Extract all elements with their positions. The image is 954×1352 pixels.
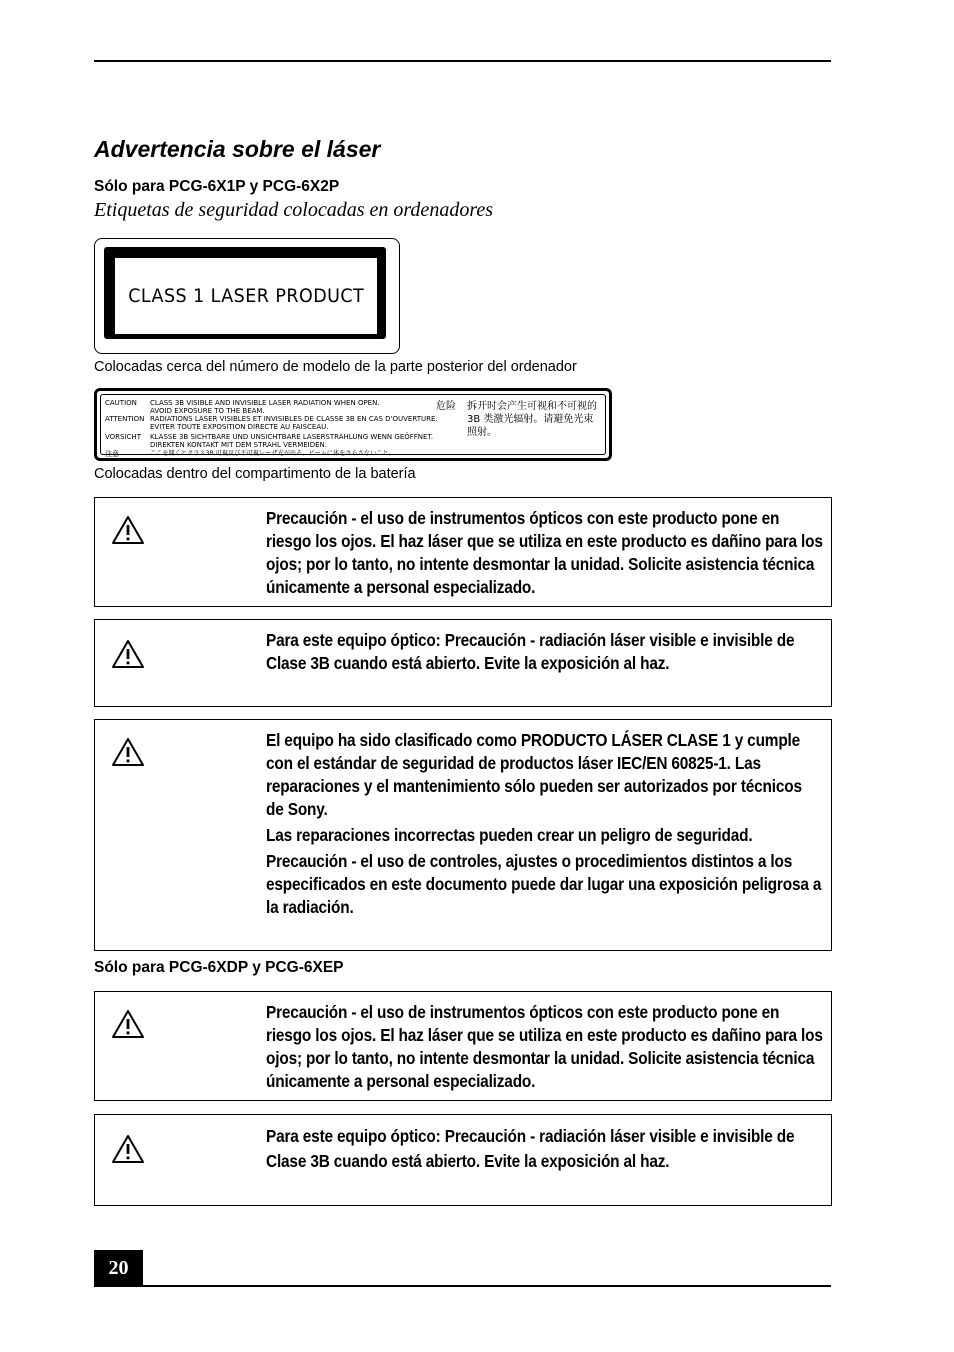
warning-paragraph: Las reparaciones incorrectas pueden crear un peligro de seguridad. xyxy=(266,825,753,845)
attention-text: RADIATIONS LASER VISIBLES ET INVISIBLES DE CLASSE 3B EN CAS D'OUVERTURE. EVITER TOUTE EXPOSITION DIRECTE AU FAISCEAU. xyxy=(150,415,438,431)
caution-label-inner xyxy=(100,394,606,458)
class1-label xyxy=(115,258,377,334)
warning-paragraph: Precaución - el uso de instrumentos ópticos con este producto pone en riesgo los ojos. El haz láser que se utiliza en este producto es dañino para los ojos; por lo tanto, no intente desmontar la unidad. Solicite asistencia técnica únicamente a personal especializado. xyxy=(266,1002,823,1091)
warning-box xyxy=(94,991,832,1101)
warning-paragraph: Precaución - el uso de instrumentos ópticos con este producto pone en riesgo los ojos. El haz láser que se utiliza en este producto es dañino para los ojos; por lo tanto, no intente desmontar la unidad. Solicite asistencia técnica únicamente a personal especializado. xyxy=(266,508,823,597)
cn-text: 拆开时会产生可视和不可视的 3B 类激光辐射。请避免光束 照射。 xyxy=(467,401,597,438)
warning-triangle-icon xyxy=(111,1134,145,1164)
class1-label-caption: Colocadas cerca del número de modelo de la parte posterior del ordenador xyxy=(94,359,577,375)
caution-label xyxy=(94,388,612,461)
warning-text xyxy=(266,507,823,602)
warning-box xyxy=(94,719,832,951)
caution-label-caption: Colocadas dentro del compartimento de la batería xyxy=(94,466,416,482)
header-rule xyxy=(94,60,831,62)
vorsicht-text: KLASSE 3B SICHTBARE UND UNSICHTBARE LASERSTRAHLUNG WENN GEÖFFNET. DIREKTEN KONTAKT MIT DEM STRAHL VERMEIDEN. xyxy=(150,433,434,449)
cn-tag: 危险 xyxy=(436,401,456,412)
section-title: Advertencia sobre el láser xyxy=(94,136,381,162)
warning-box xyxy=(94,497,832,607)
caution-tag: CAUTION xyxy=(105,399,137,407)
warning-text xyxy=(266,1001,823,1096)
warning-paragraph: Para este equipo óptico: Precaución - radiación láser visible e invisible de Clase 3B cuando está abierto. Evite la exposición al haz. xyxy=(266,630,795,673)
chuui-text: ここを開くとクラス3B 可視及び不可視レーザ光が出る。ビームに体をさらさないこと。 xyxy=(150,450,395,457)
warning-text xyxy=(266,1124,823,1177)
warning-box xyxy=(94,619,832,707)
warning-triangle-icon xyxy=(111,737,145,767)
warning-paragraph: El equipo ha sido clasificado como PRODUCTO LÁSER CLASE 1 y cumple con el estándar de seguridad de productos láser IEC/EN 60825-1. Las reparaciones y el mantenimiento sólo pueden ser autorizados por técnicos de Sony. xyxy=(266,730,802,819)
footer-rule xyxy=(94,1285,831,1287)
group2-heading: Sólo para PCG-6XDP y PCG-6XEP xyxy=(94,959,344,976)
warning-paragraph: Precaución - el uso de controles, ajustes o procedimientos distintos a los especificados en este documento puede dar lugar una exposición peligrosa a la radiación. xyxy=(266,851,822,917)
warning-paragraph: Para este equipo óptico: Precaución - radiación láser visible e invisible de Clase 3B cuando está abierto. Evite la exposición al haz. xyxy=(266,1126,795,1171)
attention-tag: ATTENTION xyxy=(105,415,145,423)
warning-triangle-icon xyxy=(111,1009,145,1039)
class1-label-text: CLASS 1 LASER PRODUCT xyxy=(128,285,364,307)
vorsicht-tag: VORSICHT xyxy=(105,433,141,441)
caution-text: CLASS 3B VISIBLE AND INVISIBLE LASER RADIATION WHEN OPEN. AVOID EXPOSURE TO THE BEAM. xyxy=(150,399,380,415)
warning-triangle-icon xyxy=(111,515,145,545)
page-number: 20 xyxy=(94,1250,143,1286)
warning-text xyxy=(266,729,823,922)
group1-heading: Sólo para PCG-6X1P y PCG-6X2P xyxy=(94,178,340,195)
chuui-tag: 注意 xyxy=(105,450,119,458)
warning-text xyxy=(266,629,823,678)
labels-heading: Etiquetas de seguridad colocadas en ordenadores xyxy=(94,199,494,221)
warning-box xyxy=(94,1114,832,1206)
warning-triangle-icon xyxy=(111,639,145,669)
